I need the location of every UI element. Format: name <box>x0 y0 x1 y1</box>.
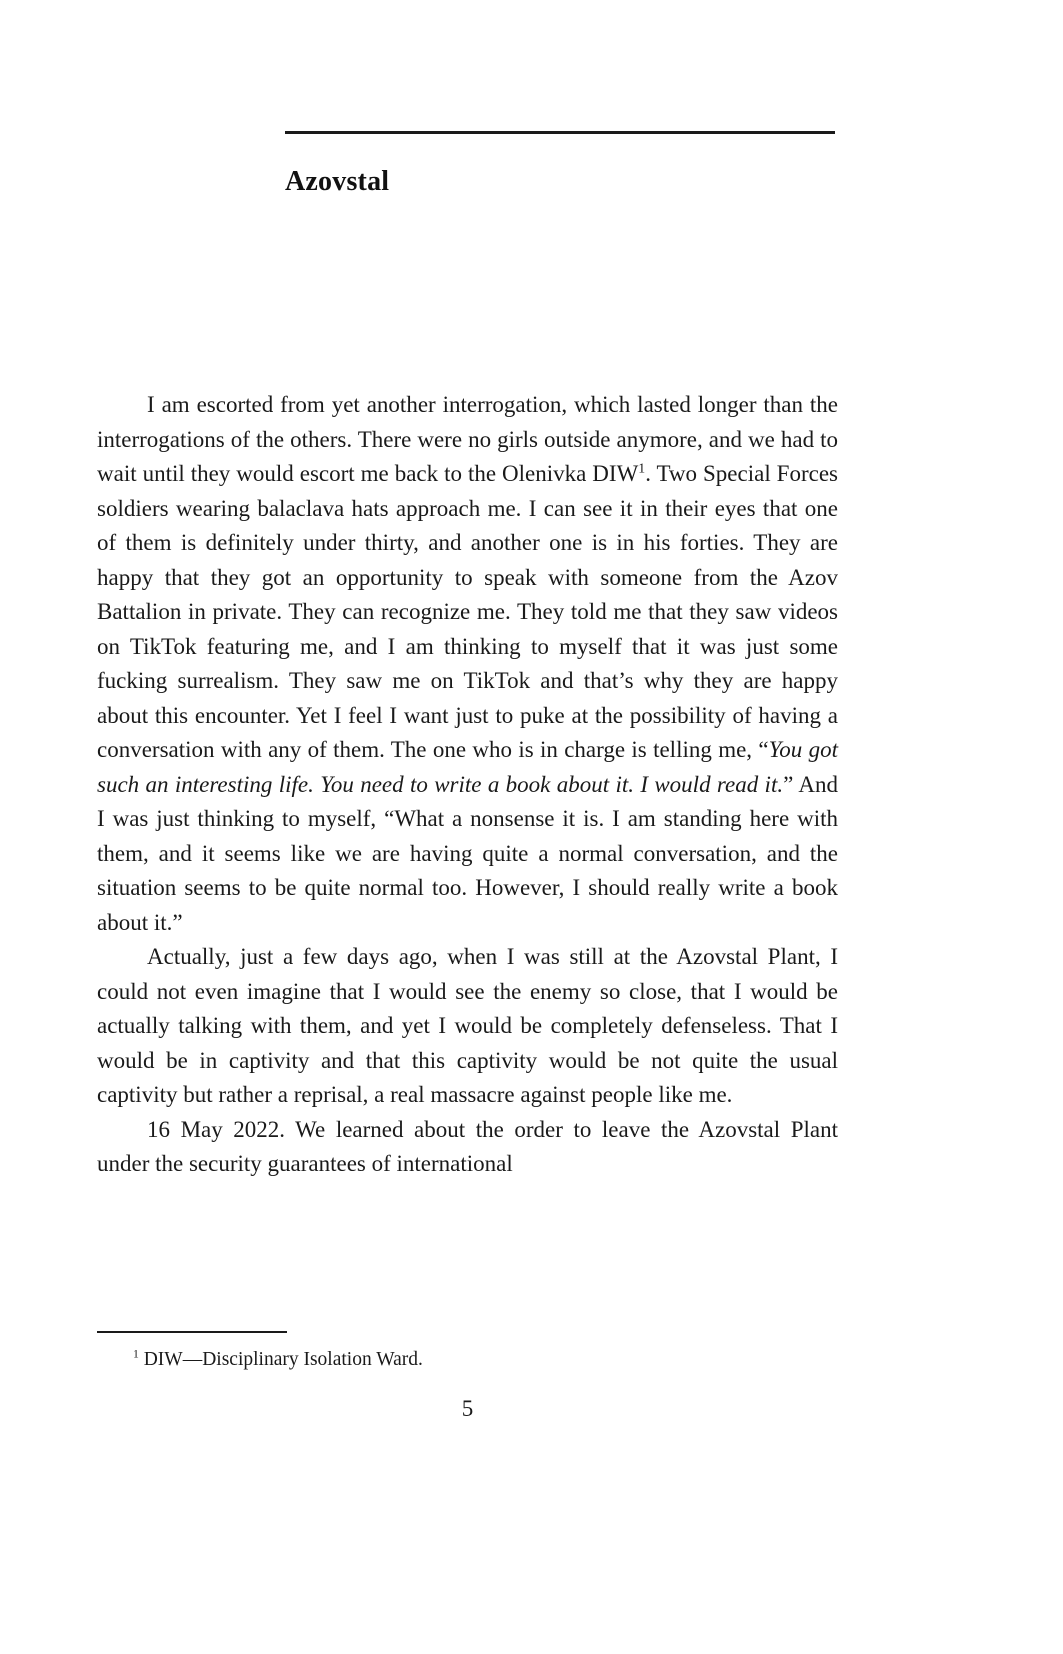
paragraph-1-segment-1: I am escorted from yet another interrogation, which lasted longer than the interrogations of the others. There were no girls outside anymore, and we had to wait until they would escort me back to the Olenivka DIW <box>97 392 838 486</box>
footnote-text: DIW—Disciplinary Isolation Ward. <box>138 1349 423 1370</box>
paragraph-1-segment-3: ” And I was just thinking to myself, “What a nonsense it is. I am standing here with them, and it seems like we are having quite a normal conversation, and the situation seems to be quite normal too. However, I should really write a book about it.” <box>97 771 838 935</box>
chapter-title: Azovstal <box>285 166 390 197</box>
footnote-marker: 1 <box>133 1347 139 1361</box>
footnote-separator-rule <box>97 1331 287 1333</box>
body-text <box>97 388 838 1182</box>
paragraph-1-segment-2: . Two Special Forces soldiers wearing balaclava hats approach me. I can see it in their eyes that one of them is definitely under thirty, and another one is in his forties. They are happy that they got an opportunity to speak with someone from the Azov Battalion in private. They can recognize me. They told me that they saw videos on TikTok featuring me, and I am thinking to myself that it was just some fucking surrealism. They saw me on TikTok and that’s why they are happy about this encounter. Yet I feel I want just to puke at the possibility of having a conversation with any of them. The one who is in charge is telling me, “ <box>97 461 839 762</box>
paragraph-1-italic-quote: You got such an interesting life. You need to write a book about it. I would read it. <box>97 737 838 797</box>
footnote <box>97 1346 838 1374</box>
page-number: 5 <box>461 1396 474 1421</box>
footnote-reference: 1 <box>638 460 646 476</box>
paragraph-1 <box>97 388 838 940</box>
chapter-divider-rule <box>285 131 835 134</box>
paragraph-2: Actually, just a few days ago, when I was still at the Azovstal Plant, I could not even imagine that I would see the enemy so close, that I would be actually talking with them, and yet I would be completely defenseless. That I would be in captivity and that this captivity would be not quite the usual captivity but rather a reprisal, a real massacre against people like me. <box>97 944 838 1107</box>
paragraph-3: 16 May 2022. We learned about the order to leave the Azovstal Plant under the security guarantees of international <box>97 1116 838 1176</box>
